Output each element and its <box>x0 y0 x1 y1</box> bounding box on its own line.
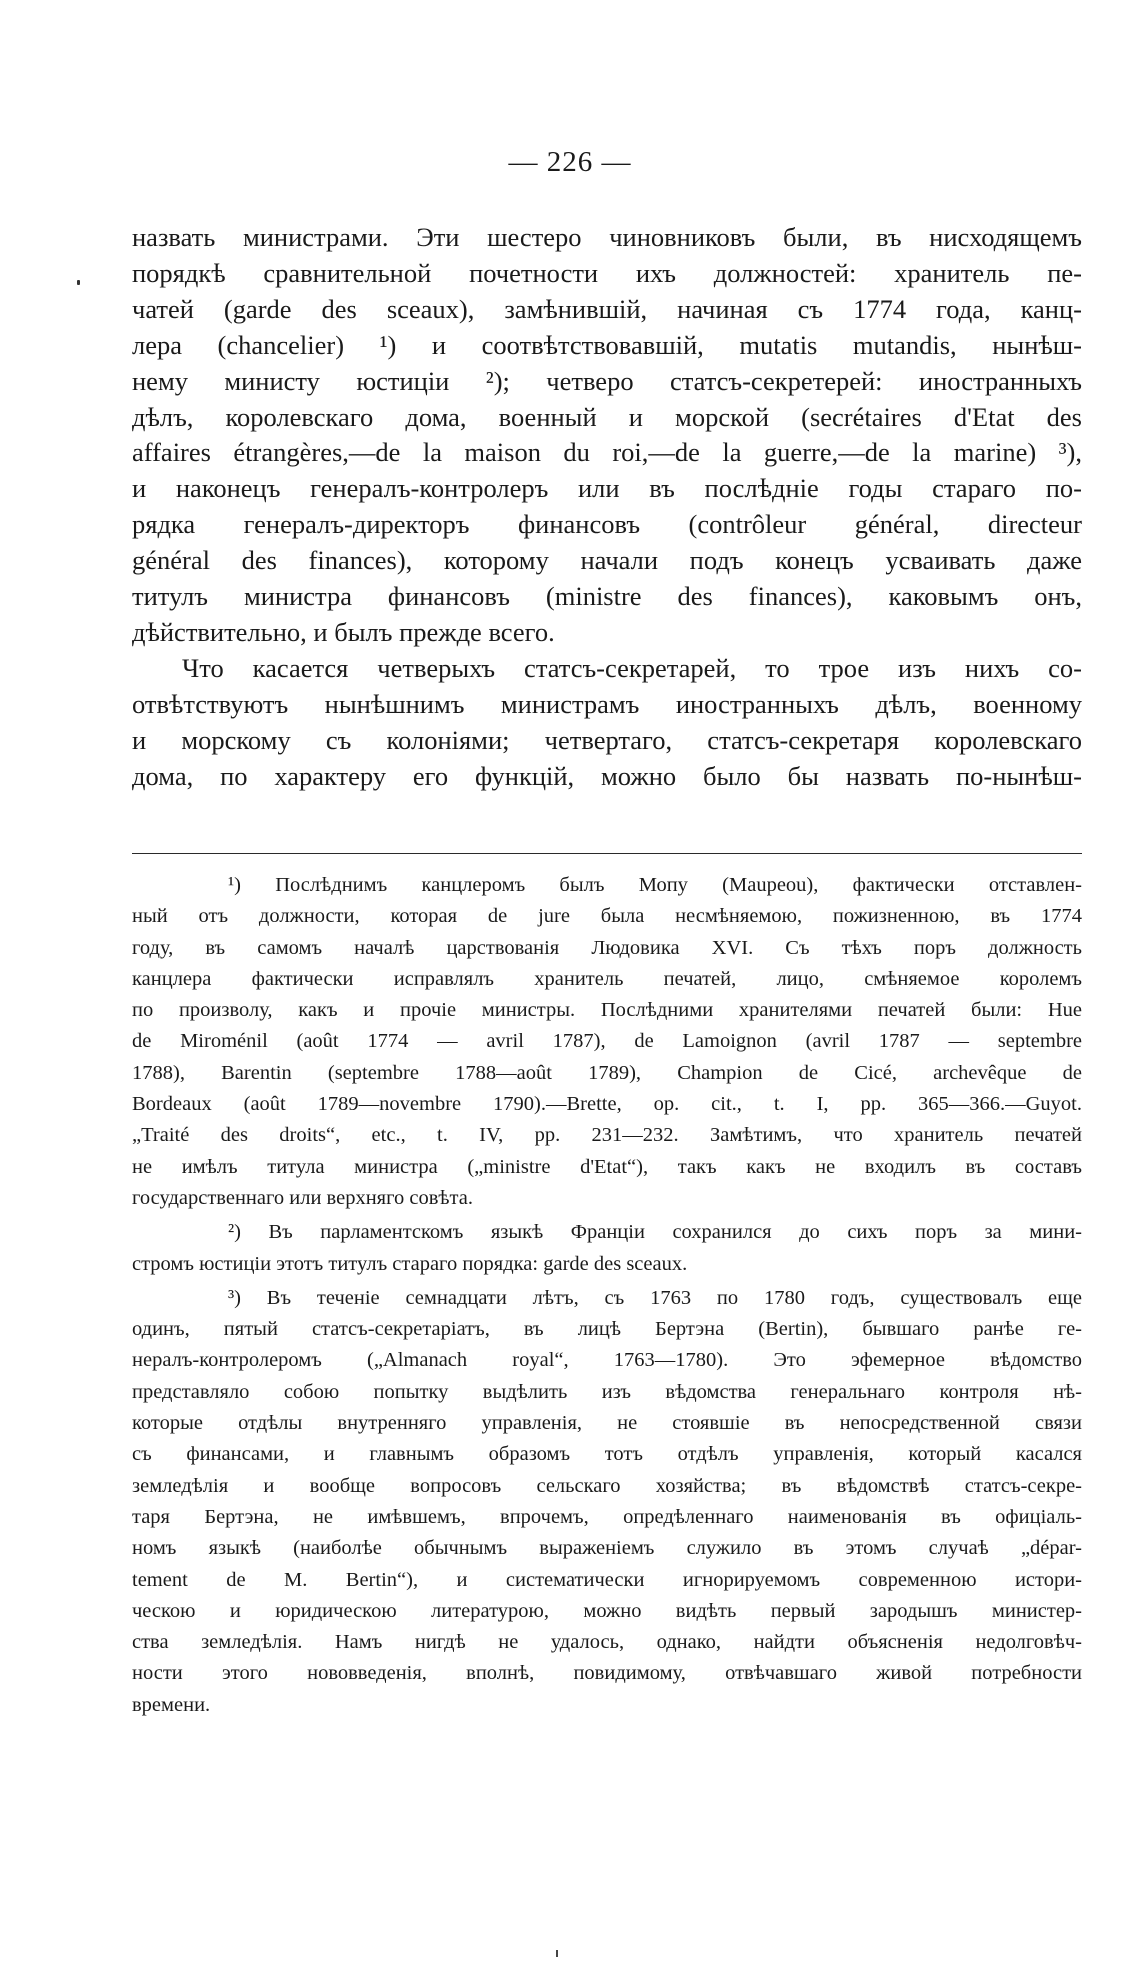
footnote-line: году, въ самомъ началѣ царствованія Людовика XVI. Съ тѣхъ поръ должность <box>132 936 1082 959</box>
footnote-line: 1788), Barentin (septembre 1788—août 1789), Champion de Cicé, archevêque de <box>132 1061 1082 1084</box>
footnote-line: ности этого нововведенія, вполнѣ, повидимому, отвѣчавшаго живой потребности <box>132 1662 1082 1685</box>
footnote-line: ства земледѣлія. Намъ нигдѣ не удалось, однако, найдти объясненія недолговѣч- <box>132 1631 1082 1654</box>
text-line: титулъ министра финансовъ (ministre des finances), каковымъ онъ, <box>132 581 1082 612</box>
bottom-mark <box>556 1950 558 1957</box>
text-line: назвать министрами. Эти шестеро чиновниковъ были, въ нисходящемъ <box>132 222 1082 252</box>
footnote-3 <box>132 1283 1082 1721</box>
text-line: лера (chancelier) ¹) и соотвѣтствовавшій, mutatis mutandis, нынѣш- <box>132 329 1082 360</box>
footnote-line: ¹) Послѣднимъ канцлеромъ былъ Мопу (Maupeou), фактически отставлен- <box>228 874 1082 896</box>
footnote-line: земледѣлія и вообще вопросовъ сельскаго хозяйства; въ вѣдомствѣ статсъ-секре- <box>132 1474 1082 1497</box>
footnote-line: нералъ-контролеромъ („Almanach royal“, 1763—1780). Это эфемерное вѣдомство <box>132 1349 1082 1372</box>
text-line: affaires étrangères,—de la maison du roi,—de la guerre,—de la marine) ³), <box>132 437 1082 468</box>
footnote-line: ческою и юридическою литературою, можно видѣть первый зародышъ министер- <box>132 1599 1082 1622</box>
footnote-line: „Traité des droits“, etc., t. IV, pp. 231—232. Замѣтимъ, что хранитель печатей <box>132 1124 1082 1147</box>
footnote-1 <box>132 870 1082 1214</box>
footnote-line: представляло собою попытку выдѣлить изъ вѣдомства генеральнаго контроля нѣ- <box>132 1380 1082 1403</box>
text-line: и морскому съ колоніями; четвертаго, статсъ-секретаря королевскаго <box>132 724 1082 755</box>
text-line: дома, по характеру его функцій, можно было бы назвать по-нынѣш- <box>132 760 1082 791</box>
page-number: — 226 — <box>508 146 632 178</box>
text-line: Что касается четверыхъ статсъ-секретарей, то трое изъ нихъ со- <box>182 652 1082 683</box>
footnote-line: которые отдѣлы внутренняго управленія, не стоявшіе въ непосредственной связи <box>132 1412 1082 1435</box>
footnote-line: одинъ, пятый статсъ-секретаріатъ, въ лицѣ Бертэна (Bertin), бывшаго ранѣе ге- <box>132 1318 1082 1341</box>
paragraph-2 <box>132 651 1082 795</box>
footnote-line: по произволу, какъ и прочіе министры. Послѣдними хранителями печатей были: Hue <box>132 999 1082 1022</box>
text-line: отвѣтствуютъ нынѣшнимъ министрамъ иностранныхъ дѣлъ, военному <box>132 688 1082 719</box>
footnote-line: государственнаго или верхняго совѣта. <box>132 1186 473 1209</box>
text-line: нему министу юстиціи ²); четверо статсъ-секретерей: иностранныхъ <box>132 365 1082 396</box>
footnote-divider <box>132 853 1082 854</box>
footnote-line: времени. <box>132 1693 211 1716</box>
footnote-line: таря Бертэна, не имѣвшемъ, впрочемъ, опредѣленнаго наименованія въ офиціаль- <box>132 1505 1082 1528</box>
footnote-2 <box>132 1217 1082 1280</box>
footnote-line: de Miroménil (août 1774 — avril 1787), de Lamoignon (avril 1787 — septembre <box>132 1030 1082 1053</box>
footnote-line: ный отъ должности, которая de jure была несмѣняемою, пожизненною, въ 1774 <box>132 905 1082 928</box>
margin-mark <box>77 280 80 285</box>
text-line: чатей (garde des sceaux), замѣнившій, начиная съ 1774 года, канц- <box>132 293 1082 324</box>
text-line: и наконецъ генералъ-контролеръ или въ послѣдніе годы стараго по- <box>132 473 1082 504</box>
footnote-line: съ финансами, и главнымъ образомъ тотъ отдѣлъ управленія, который касался <box>132 1443 1082 1466</box>
main-text <box>132 220 1082 795</box>
footnote-line: номъ языкѣ (наиболѣе обычнымъ выраженіемъ служило въ этомъ случаѣ „dépar- <box>132 1537 1082 1560</box>
footnote-line: ³) Въ теченіе семнадцати лѣтъ, съ 1763 по 1780 годъ, существовалъ еще <box>228 1286 1082 1309</box>
footnote-line: не имѣлъ титула министра („ministre d'Etat“), такъ какъ не входилъ въ составъ <box>132 1155 1082 1178</box>
text-line: порядкѣ сравнительной почетности ихъ должностей: хранитель пе- <box>132 257 1082 288</box>
text-line: général des finances), которому начали подъ конецъ усваивать даже <box>132 545 1082 576</box>
footnote-line: ²) Въ парламентскомъ языкѣ Франціи сохранился до сихъ поръ за мини- <box>228 1221 1082 1244</box>
footnote-line: стромъ юстиціи этотъ титулъ стараго порядка: garde des sceaux. <box>132 1252 688 1275</box>
footnote-line: tement de M. Bertin“), и систематически игнорируемомъ современною истори- <box>132 1568 1082 1591</box>
footnote-line: Bordeaux (août 1789—novembre 1790).—Brette, op. cit., t. I, pp. 365—366.—Guyot. <box>132 1093 1082 1116</box>
footnote-line: канцлера фактически исправлялъ хранитель печатей, лицо, смѣняемое королемъ <box>132 967 1082 990</box>
footnotes <box>132 870 1082 1724</box>
paragraph-1 <box>132 220 1082 651</box>
text-line: дѣйствительно, и былъ прежде всего. <box>132 616 555 647</box>
text-line: рядка генералъ-директоръ финансовъ (contrôleur général, directeur <box>132 509 1082 540</box>
text-line: дѣлъ, королевскаго дома, военный и морской (secrétaires d'Etat des <box>132 401 1082 432</box>
